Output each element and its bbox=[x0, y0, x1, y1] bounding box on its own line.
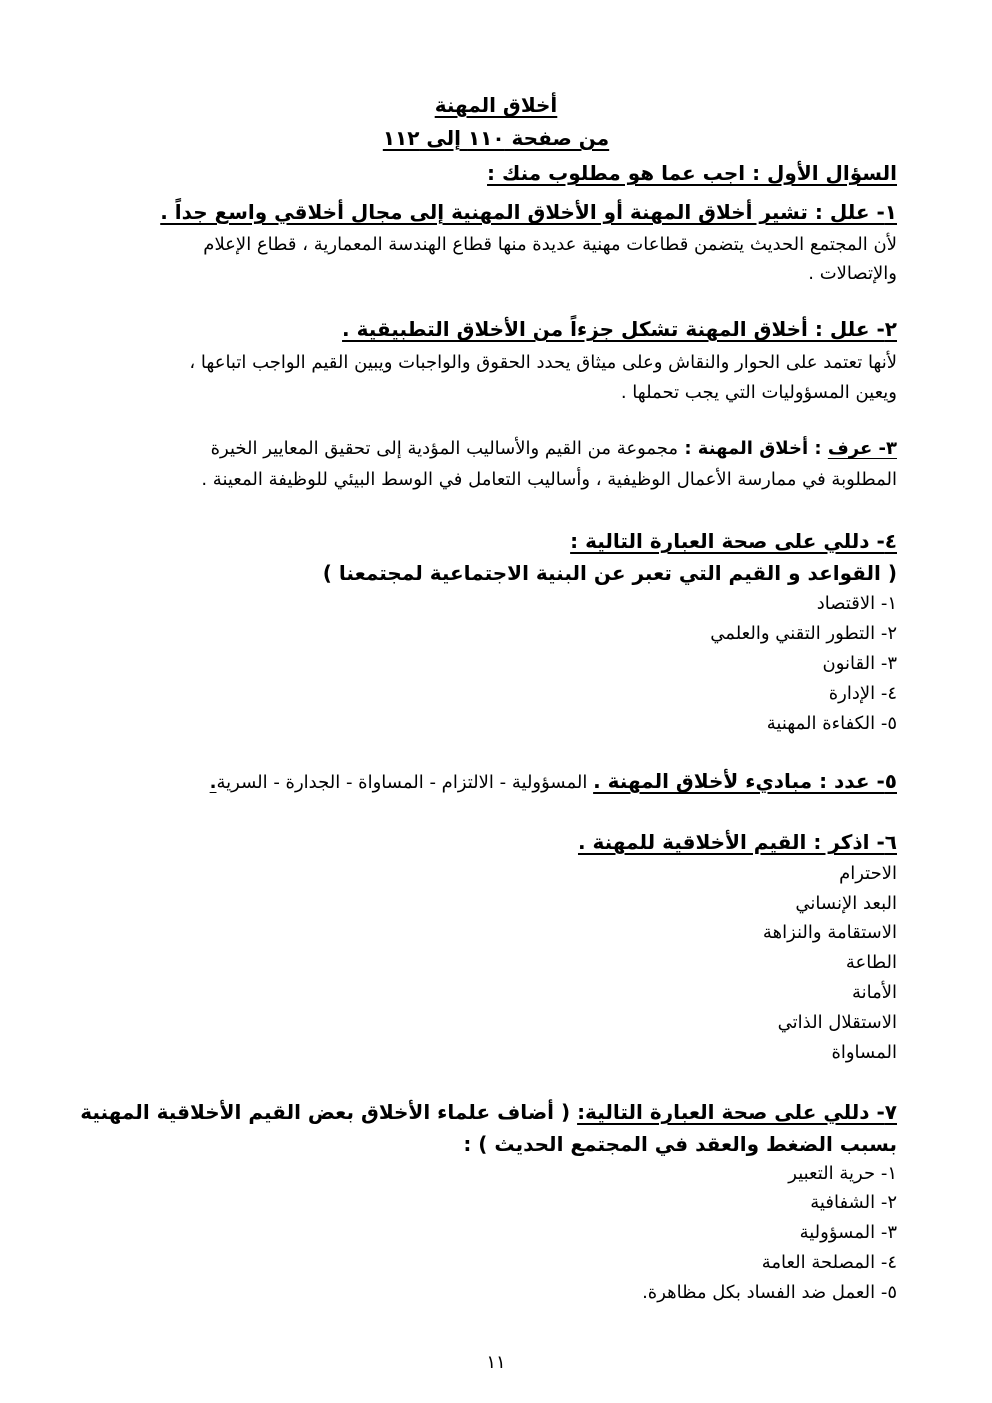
q6-item: المساواة bbox=[831, 1042, 897, 1063]
q5-line bbox=[210, 768, 897, 796]
page-subtitle: من صفحة ١١٠ إلى ١١٢ bbox=[382, 126, 610, 150]
q2-answer-line1: لأنها تعتمد على الحوار والنقاش وعلى ميثاق يحدد الحقوق والواجبات ويبين القيم الواجب اتباعها ، bbox=[189, 352, 897, 373]
q2-heading: ٢- علل : أخلاق المهنة تشكل جزءاً من الأخلاق التطبيقية . bbox=[342, 317, 897, 341]
q7-heading-underlined: ٧- دللي على صحة العبارة التالية: bbox=[577, 1100, 897, 1124]
q5-heading: ٥- عدد : مباديء لأخلاق المهنة . bbox=[593, 769, 897, 793]
q1-answer-line2: والإتصالات . bbox=[808, 263, 897, 284]
q7-heading-line1 bbox=[80, 1099, 897, 1125]
q7-item: ٢- الشفافية bbox=[810, 1192, 897, 1213]
q4-item: ١- الاقتصاد bbox=[816, 593, 897, 614]
q4-item: ٣- القانون bbox=[822, 653, 897, 674]
q7-item: ١- حرية التعبير bbox=[788, 1163, 897, 1184]
q6-item: البعد الإنساني bbox=[795, 893, 897, 914]
q7-item: ٤- المصلحة العامة bbox=[761, 1252, 897, 1273]
q3-label-prefix: ٣- عرف bbox=[827, 438, 897, 459]
q3-label-term: : أخلاق المهنة : bbox=[678, 438, 828, 459]
q1-heading: ١- علل : تشير أخلاق المهنة أو الأخلاق المهنية إلى مجال أخلاقي واسع جداً . bbox=[160, 200, 897, 224]
q4-statement: ( القواعد و القيم التي تعبر عن البنية الاجتماعية لمجتمعنا ) bbox=[322, 561, 897, 585]
q4-heading: ٤- دللي على صحة العبارة التالية : bbox=[570, 529, 897, 553]
q5-answer: المسؤولية - الالتزام - المساواة - الجدارة - السرية bbox=[216, 772, 594, 793]
q6-item: الاستقلال الذاتي bbox=[777, 1012, 897, 1033]
q4-item: ٤- الإدارة bbox=[828, 683, 897, 704]
q2-answer-line2: ويعين المسؤوليات التي يجب تحملها . bbox=[620, 382, 897, 403]
q6-item: الأمانة bbox=[851, 982, 897, 1003]
q6-heading: ٦- اذكر : القيم الأخلاقية للمهنة . bbox=[577, 830, 897, 854]
page-title: أخلاق المهنة bbox=[434, 93, 558, 117]
q4-item: ٥- الكفاءة المهنية bbox=[766, 713, 897, 734]
q3-line1 bbox=[211, 436, 897, 462]
q6-item: الاحترام bbox=[839, 863, 897, 884]
page-number: ١١ bbox=[486, 1352, 506, 1373]
q6-item: الاستقامة والنزاهة bbox=[762, 922, 897, 943]
q7-heading-line2: بسبب الضغط والعقد في المجتمع الحديث ) : bbox=[463, 1132, 897, 1156]
q7-item: ٥- العمل ضد الفساد بكل مظاهرة. bbox=[642, 1282, 897, 1303]
q7-item: ٣- المسؤولية bbox=[799, 1222, 897, 1243]
q5-end-mark: . bbox=[209, 772, 217, 793]
q4-item: ٢- التطور التقني والعلمي bbox=[710, 623, 897, 644]
q1-answer-line1: لأن المجتمع الحديث يتضمن قطاعات مهنية عديدة منها قطاع الهندسة المعمارية ، قطاع الإعلام bbox=[203, 234, 897, 255]
question-header: السؤال الأول : اجب عما هو مطلوب منك : bbox=[487, 161, 897, 185]
q6-item: الطاعة bbox=[845, 952, 897, 973]
q3-answer-line2: المطلوبة في ممارسة الأعمال الوظيفية ، وأساليب التعامل في الوسط البيئي للوظيفة المعينة . bbox=[201, 469, 897, 490]
q7-heading-rest: ( أضاف علماء الأخلاق بعض القيم الأخلاقية المهنية bbox=[80, 1100, 578, 1124]
q3-answer-line1: مجموعة من القيم والأساليب المؤدية إلى تحقيق المعايير الخيرة bbox=[210, 438, 679, 459]
